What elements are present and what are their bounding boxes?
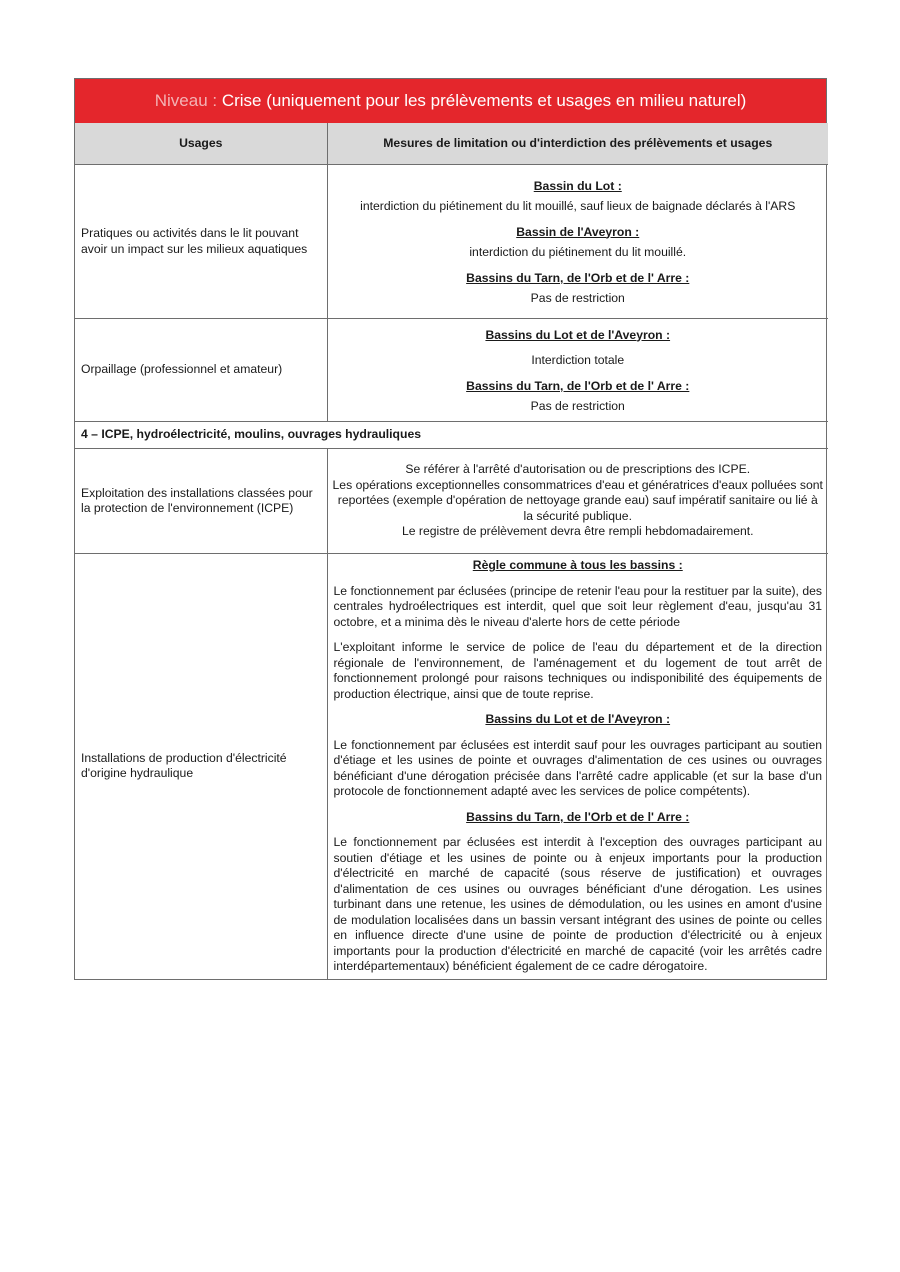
usage-cell: Installations de production d'électricité d'origine hydraulique	[75, 554, 327, 979]
measure-cell	[327, 165, 828, 319]
level-title-bar	[75, 79, 826, 123]
section-title: 4 – ICPE, hydroélectricité, moulins, ouvrages hydrauliques	[75, 422, 828, 449]
column-header-mesures: Mesures de limitation ou d'interdiction des prélèvements et usages	[327, 123, 828, 165]
usage-cell: Exploitation des installations classées pour la protection de l'environnement (ICPE)	[75, 449, 327, 554]
measures-table	[75, 123, 828, 979]
basin-text-tarn: Pas de restriction	[530, 291, 625, 305]
basin-text-aveyron: interdiction du piétinement du lit mouillé.	[469, 245, 687, 259]
section-row-4	[75, 422, 828, 449]
basin-heading-tarn: Bassins du Tarn, de l'Orb et de l' Arre :	[466, 378, 690, 393]
icpe-line-1: Se référer à l'arrêté d'autorisation ou de prescriptions des ICPE.	[405, 462, 751, 477]
basin-text-lot-aveyron: Interdiction totale	[531, 353, 625, 367]
table-row-icpe	[75, 449, 828, 554]
common-rule-paragraph-2: L'exploitant informe le service de police de l'eau du département et de la direction régionale de l'environnement, de l'aménagement et du logement de tout arrêt de fonctionnement prolongé pour raisons techniques ou indisponibilité des équipements de production électrique, ainsi que de toute reprise.	[333, 640, 822, 701]
basin-text-lot: interdiction du piétinement du lit mouillé, sauf lieux de baignade déclarés à l'ARS	[360, 199, 796, 213]
basin-heading-lot: Bassin du Lot :	[533, 178, 622, 193]
table-row-pratiques	[75, 165, 828, 319]
common-rule-heading: Règle commune à tous les bassins :	[472, 558, 683, 572]
basin-heading-lot-aveyron: Bassins du Lot et de l'Aveyron :	[485, 712, 671, 726]
column-header-usages: Usages	[75, 123, 327, 165]
basin-heading-tarn: Bassins du Tarn, de l'Orb et de l' Arre :	[466, 809, 690, 824]
level-label: Niveau :	[154, 91, 222, 110]
table-header-row	[75, 123, 828, 165]
basin-heading-aveyron: Bassin de l'Aveyron :	[516, 224, 640, 239]
usage-cell: Pratiques ou activités dans le lit pouvant avoir un impact sur les milieux aquatiques	[75, 165, 327, 319]
measure-cell	[327, 449, 828, 554]
basin-text-tarn: Le fonctionnement par éclusées est interdit à l'exception des ouvrages participant au soutien d'étiage et les usines de pointe ou à enjeux importants pour la production d'électricité en marché de capacité (sous réserve de justification) et ouvrages d'alimentation de ces usines ou ouvrages bénéficiant d'une dérogation. Les usines turbinant dans une retenue, les usines de démodulation, ou les usines en amont d'usine de modulation localisées dans un bassin versant intégrant des usines de pointe ou celles en influence directe d'une usine de pointe de production d'électricité ou à enjeux importants pour la production d'électricité en marché de capacité (voir les arrêtés cadre interdépartementaux) bénéficient également de ce cadre dérogatoire.	[333, 835, 822, 973]
icpe-line-2: Les opérations exceptionnelles consommatrices d'eau et génératrices d'eaux polluées sont reportées (exemple d'opération de nettoyage grande eau) sauf impératif sanitaire ou lié à la sécurité publique.	[332, 477, 823, 523]
usage-cell: Orpaillage (professionnel et amateur)	[75, 319, 327, 422]
icpe-line-3: Le registre de prélèvement devra être rempli hebdomadairement.	[401, 524, 754, 539]
basin-heading-tarn: Bassins du Tarn, de l'Orb et de l' Arre :	[466, 270, 690, 285]
common-rule-paragraph-1: Le fonctionnement par éclusées (principe de retenir l'eau pour la restituer par la suite), des centrales hydroélectriques est interdit, quel que soit leur règlement d'eau, jusqu'au 31 octobre, et a minima dès le niveau d'alerte hors de cette période	[333, 583, 822, 629]
basin-heading-lot-aveyron: Bassins du Lot et de l'Aveyron :	[485, 327, 671, 342]
table-row-orpaillage	[75, 319, 828, 422]
measure-cell	[327, 319, 828, 422]
measures-table-container	[74, 78, 827, 980]
basin-text-tarn: Pas de restriction	[530, 399, 625, 413]
table-row-hydro	[75, 554, 828, 979]
measure-cell	[327, 554, 828, 979]
level-name: Crise (uniquement pour les prélèvements et usages en milieu naturel)	[221, 91, 747, 110]
basin-text-lot-aveyron: Le fonctionnement par éclusées est interdit sauf pour les ouvrages participant au soutien d'étiage et les usines de pointe et ouvrages d'alimentation de ces usines ou ouvrages bénéficiant d'une dérogation précisée dans l'arrêté cadre applicable (et sur la base d'un protocole de fonctionnement adapté avec les services de police compétents).	[333, 737, 822, 798]
